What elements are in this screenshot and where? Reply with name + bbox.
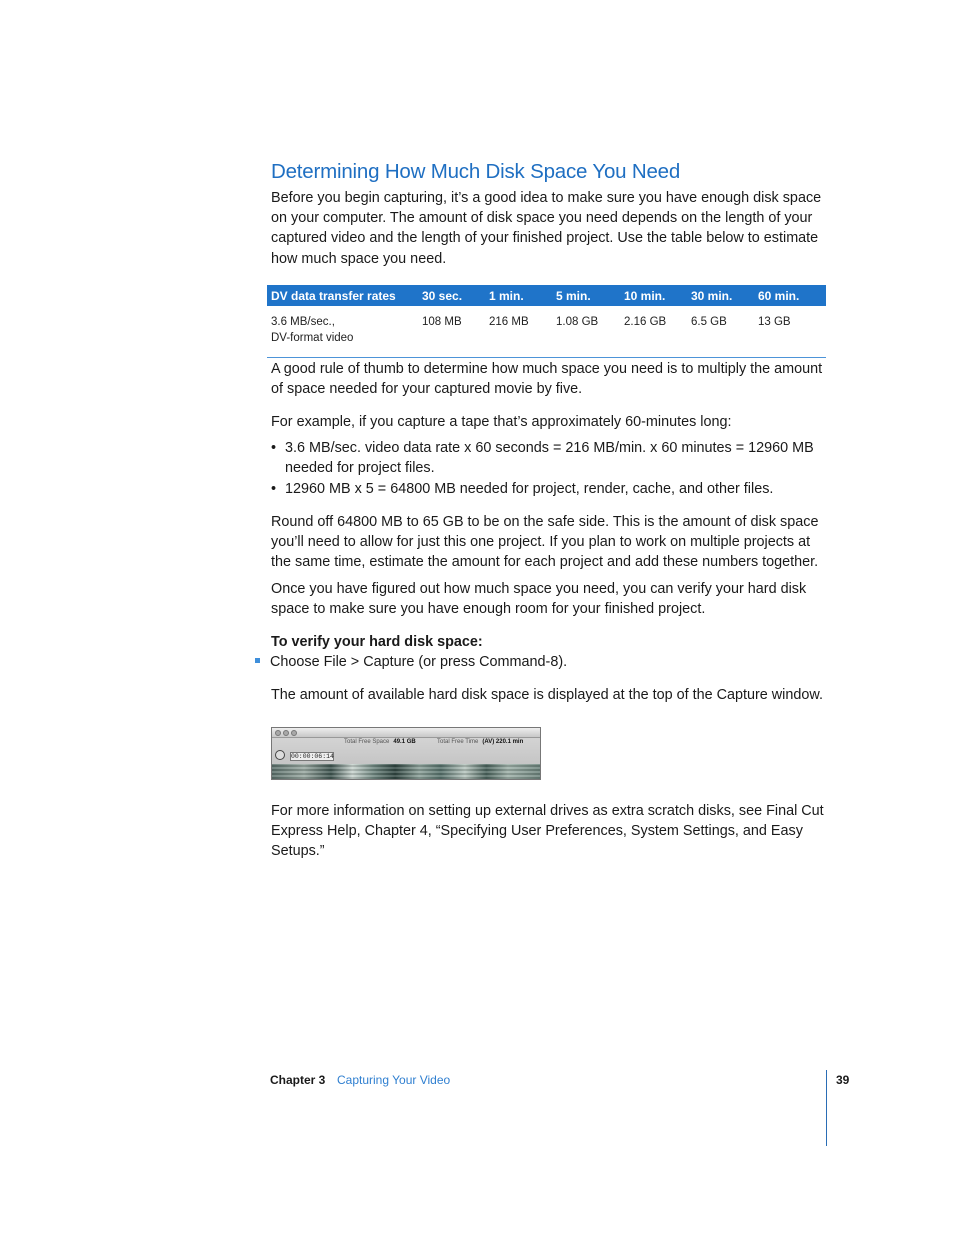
table-row <box>267 306 826 358</box>
free-time-label: Total Free Time <box>437 739 479 745</box>
zoom-button-icon <box>291 730 297 736</box>
round-off-paragraph: Round off 64800 MB to 65 GB to be on the safe side. This is the amount of disk space you’ll need to allow for just this one project. If you plan to work on multiple projects at the same time, estimate the amount for each project and add these numbers together. <box>271 514 819 571</box>
video-preview <box>272 764 540 780</box>
table-header-60min: 60 min. <box>758 288 800 303</box>
table-header-5min: 5 min. <box>556 288 591 303</box>
table-cell: 1.08 GB <box>556 316 599 328</box>
table-header-10min: 10 min. <box>624 288 666 303</box>
bullet-dot-icon: • <box>271 440 277 456</box>
section-heading: Determining How Much Disk Space You Need <box>271 160 681 183</box>
list-item <box>271 479 831 499</box>
window-title-bar <box>272 728 540 738</box>
free-space-label: Total Free Space <box>344 739 390 745</box>
rule-of-thumb-paragraph: A good rule of thumb to determine how much space you need is to multiply the amount of space needed for your captured movie by five. <box>271 361 823 398</box>
list-item-text: 3.6 MB/sec. video data rate x 60 seconds = 216 MB/min. x 60 minutes = 12960 MB needed for project files. <box>285 440 814 477</box>
table-header-30sec: 30 sec. <box>422 288 463 303</box>
free-time-value: (AV) 220.1 min <box>482 739 524 745</box>
task-step <box>255 652 567 672</box>
table-cell: 108 MB <box>422 316 462 328</box>
list-item-text: 12960 MB x 5 = 64800 MB needed for project, render, cache, and other files. <box>285 481 774 497</box>
bullet-dot-icon: • <box>271 481 277 497</box>
rate-line-2: DV-format video <box>271 332 354 344</box>
transfer-rate-table <box>267 285 826 358</box>
table-cell: 6.5 GB <box>691 316 727 328</box>
timecode-field: 00:00:06:14 <box>291 753 334 760</box>
rate-line-1: 3.6 MB/sec., <box>271 316 335 328</box>
table-header-1min: 1 min. <box>489 288 524 303</box>
table-cell-rate <box>267 314 422 357</box>
task-heading: To verify your hard disk space: <box>271 634 483 650</box>
footer-chapter-label: Chapter 3 <box>270 1073 326 1087</box>
step-square-icon <box>255 658 260 663</box>
list-item <box>271 438 831 478</box>
minimize-button-icon <box>283 730 289 736</box>
verify-intro-paragraph: Once you have figured out how much space you need, you can verify your hard disk space to make sure you have enough room for your finished project. <box>271 581 807 618</box>
table-header-30min: 30 min. <box>691 288 733 303</box>
result-paragraph: The amount of available hard disk space is displayed at the top of the Capture window. <box>271 687 823 703</box>
footer-chapter-title: Capturing Your Video <box>337 1073 451 1087</box>
intro-paragraph: Before you begin capturing, it’s a good idea to make sure you have enough disk space on your computer. The amount of disk space you need depends on the length of your captured video and the length of your finished project. Use the table below to estimate how much space you need. <box>271 190 822 267</box>
task-step-text: Choose File > Capture (or press Command-8). <box>270 654 568 670</box>
table-header-rate: DV data transfer rates <box>271 288 396 303</box>
clock-icon <box>275 750 285 760</box>
footer-divider <box>826 1070 827 1146</box>
free-time-readout <box>437 739 523 745</box>
close-button-icon <box>275 730 281 736</box>
table-cell: 2.16 GB <box>624 316 667 328</box>
table-cell: 216 MB <box>489 316 529 328</box>
capture-window-screenshot <box>271 727 541 780</box>
page-number: 39 <box>836 1073 850 1087</box>
table-cell: 13 GB <box>758 316 791 328</box>
more-info-paragraph: For more information on setting up external drives as extra scratch disks, see Final Cut Express Help, Chapter 4, “Specifying User Preferences, System Settings, and Easy Setups.” <box>271 803 824 860</box>
example-intro-paragraph: For example, if you capture a tape that’s approximately 60-minutes long: <box>271 414 732 430</box>
table-header-row <box>267 285 826 306</box>
free-space-value: 49.1 GB <box>393 739 416 745</box>
free-space-readout <box>344 739 416 745</box>
